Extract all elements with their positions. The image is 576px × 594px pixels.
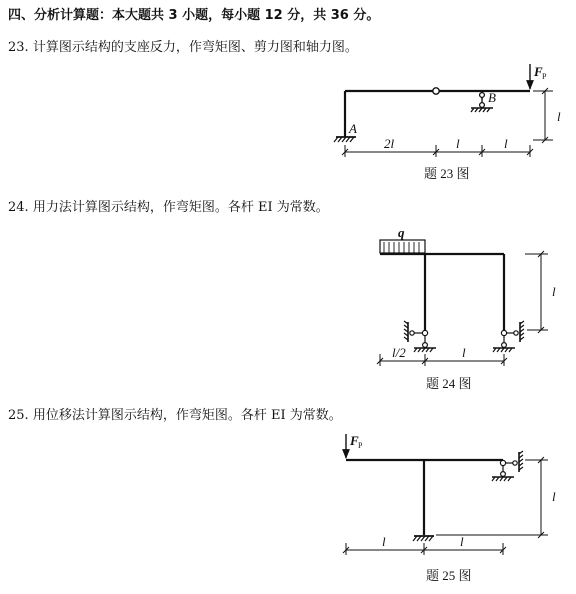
- fig25-dim-l-2: l: [460, 534, 464, 549]
- figure-25-labels: [349, 433, 556, 583]
- question-text: 用位移法计算图示结构，作弯矩图。各杆 EI 为常数。: [32, 408, 342, 423]
- question-text: 计算图示结构的支座反力，作弯矩图、剪力图和轴力图。: [32, 40, 358, 55]
- fig24-dim-l: l: [462, 345, 466, 360]
- figure-25: [343, 434, 548, 555]
- figure-23-labels: [348, 64, 561, 181]
- fig24-left-support-icon: [404, 321, 436, 352]
- question-number: 24.: [8, 200, 29, 215]
- fig23-hinge: [433, 88, 439, 94]
- fig23-fixed-support-icon: [334, 137, 356, 142]
- fig23-support-b-label: B: [488, 90, 496, 105]
- fig23-height-dimension: [533, 88, 553, 143]
- question-text: 用力法计算图示结构，作弯矩图。各杆 EI 为常数。: [32, 200, 329, 215]
- fig24-load-label: q: [398, 225, 405, 240]
- fig25-dim-height: l: [552, 489, 556, 504]
- fig25-load-label: F: [350, 433, 359, 448]
- fig24-height-dimension: [525, 251, 548, 333]
- fig24-distributed-load-arrows: [384, 242, 419, 253]
- fig23-load-subscript: P: [542, 72, 547, 81]
- fig23-support-a-label: A: [349, 121, 357, 136]
- question-number: 25.: [8, 408, 29, 423]
- fig23-dim-2l: 2l: [384, 136, 395, 151]
- fig25-end-support-icon: [492, 451, 523, 481]
- fig23-caption: 题 23 图: [424, 166, 470, 181]
- fig24-dim-half-l: l/2: [392, 345, 406, 360]
- fig23-dim-l-2: l: [504, 136, 508, 151]
- fig23-load-label: F: [534, 64, 543, 79]
- fig25-dim-l-1: l: [382, 534, 386, 549]
- fig25-fixed-support-icon: [413, 536, 434, 541]
- fig25-load-subscript: P: [358, 441, 363, 450]
- figure-24-labels: [392, 225, 556, 391]
- fig25-caption: 题 25 图: [426, 568, 472, 583]
- figure-23: [334, 64, 553, 157]
- fig24-distributed-load-box: [380, 240, 425, 253]
- fig23-dim-l-1: l: [456, 136, 460, 151]
- fig24-dim-height: l: [552, 284, 556, 299]
- section-title: 四、分析计算题：本大题共 3 小题，每小题 12 分，共 36 分。: [8, 8, 380, 23]
- fig24-caption: 题 24 图: [426, 376, 472, 391]
- fig23-dim-height: l: [557, 109, 561, 124]
- fig25-span-dimension: [343, 543, 506, 555]
- question-number: 23.: [8, 40, 29, 55]
- fig24-right-support-icon: [493, 321, 524, 352]
- fig25-height-dimension: [436, 457, 548, 538]
